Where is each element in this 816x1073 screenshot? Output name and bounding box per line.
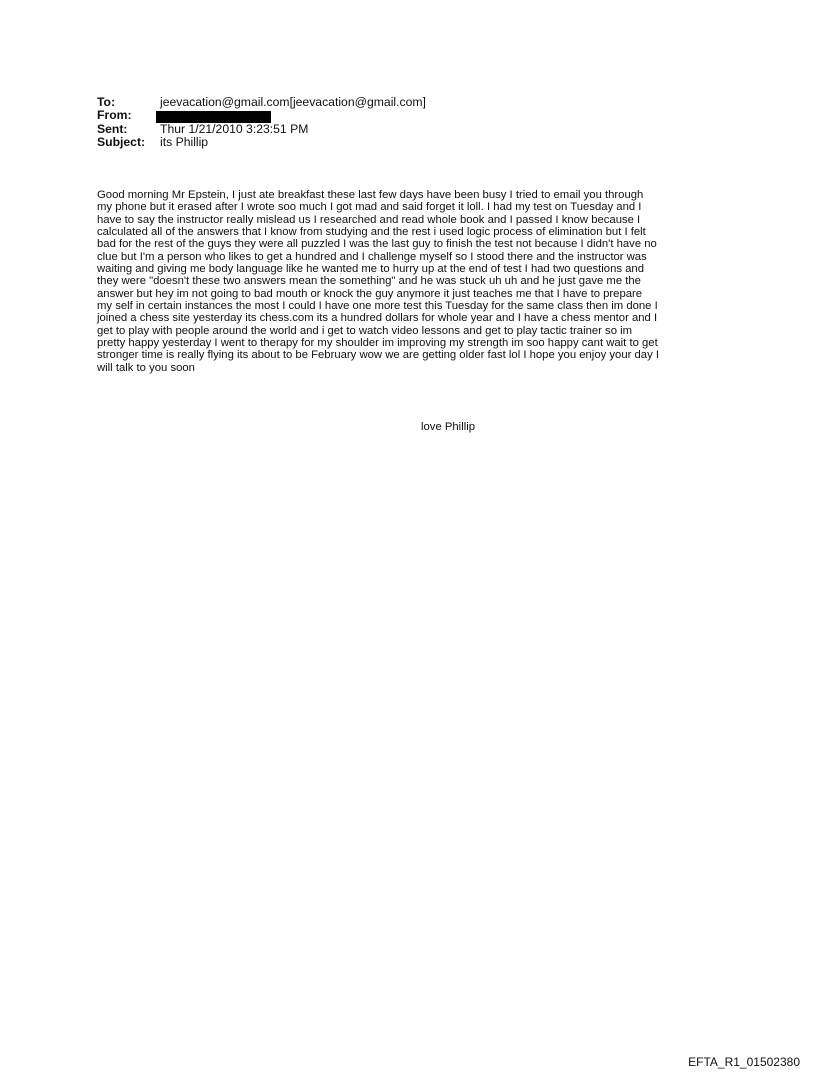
to-row — [97, 96, 426, 109]
subject-label: Subject: — [97, 135, 146, 150]
to-label: To: — [97, 95, 116, 109]
subject-value: its Phillip — [160, 135, 209, 150]
sent-row — [97, 123, 426, 136]
from-value — [160, 109, 275, 122]
from-label: From: — [97, 108, 132, 123]
to-value: jeevacation@gmail.com[jeevacation@gmail.com] — [160, 95, 426, 109]
email-header — [97, 96, 426, 150]
sent-value: Thur 1/21/2010 3:23:51 PM — [160, 121, 309, 136]
subject-row — [97, 136, 426, 149]
email-body: Good morning Mr Epstein, I just ate breakfast these last few days have been busy I tried to email you through my phone but it erased after I wrote soo much I got mad and said forget it loll. I had my test on Tuesday and I have to say the instructor really mislead us I researched and read whole book and I passed I know because I calculated all of the answers that I know from studying and the rest i used logic process of elimination but I felt bad for the rest of the guys they were all puzzled I was the last guy to finish the test not because I didn't have no clue but I'm a person who likes to get a hundred and I challenge myself so I stood there and the instructor was waiting and giving me body language like he wanted me to hurry up at the end of test I had two questions and they were "doesn't these two answers mean the something" and he was stuck uh uh and he just gave me the answer but hey im not going to bad mouth or knock the guy anymore it just teaches me that I have to prepare my self in certain instances the most I could I have one more test this Tuesday for the same class then im done I joined a chess site yesterday its chess.com its a hundred dollars for whole year and I have a chess mentor and I get to play with people around the world and i get to watch video lessons and get to play tactic trainer so im pretty happy yesterday I went to therapy for my shoulder im improving my strength im soo happy cant wait to get stronger time is really flying its about to be February wow we are getting older fast lol I hope you enjoy your day I will talk to you soon — [97, 189, 659, 374]
document-id: EFTA_R1_01502380 — [688, 1055, 800, 1069]
email-signoff: love Phillip — [421, 421, 476, 433]
sent-label: Sent: — [97, 121, 128, 136]
from-row — [97, 109, 426, 122]
